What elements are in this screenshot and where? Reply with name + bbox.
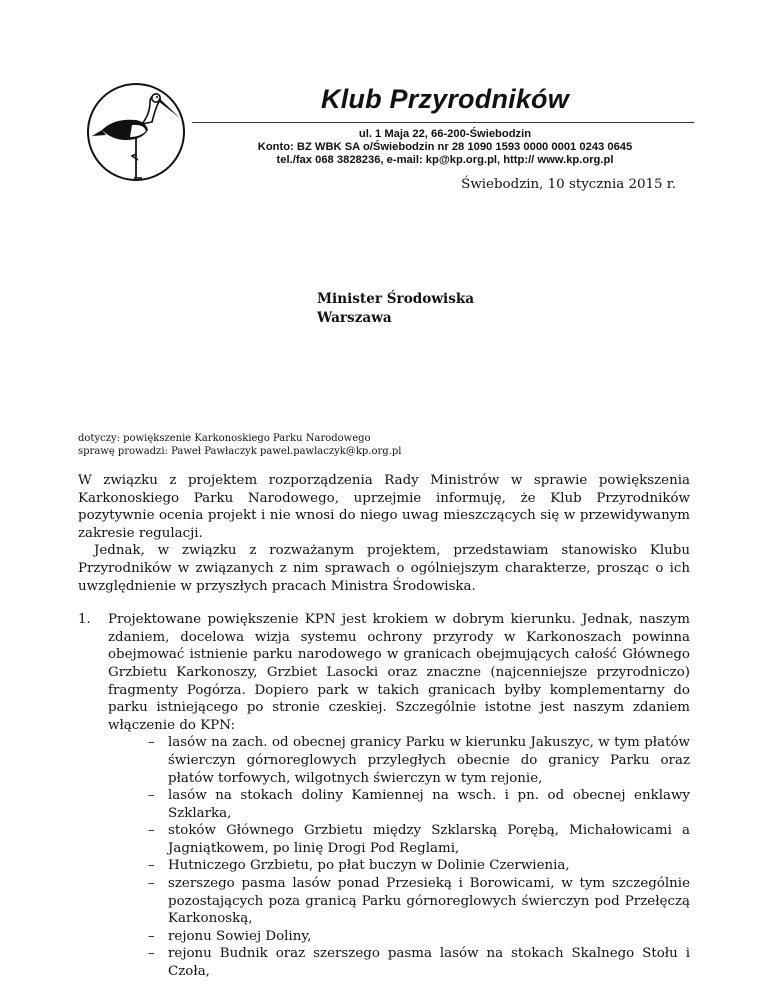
addressee: [317, 290, 474, 328]
list-item-text: lasów na stokach doliny Kamiennej na wsch. i pn. od obecnej enklawy Szklarka,: [168, 788, 690, 821]
list-item: [148, 928, 690, 946]
addressee-line-2: Warszawa: [317, 310, 392, 326]
item-text: Projektowane powiększenie KPN jest krokiem w dobrym kierunku. Jednak, naszym zdaniem, docelowa wizja systemu ochrony przyrody w Karkonoszach powinna obejmować istnienie parku narodowego w granicach obejmujących całość Głównego Grzbietu Karkonoszy, Grzbiet Lasocki oraz znaczne (najcenniejsze przyrodniczo) fragmenty Pogórza. Dopiero park w takich granicach byłby komplementarny do parku istniejącego po stronie czeskiej. Szczególnie istotne jest naszym zdaniem włączenie do KPN:: [108, 612, 690, 733]
list-item: [148, 945, 690, 980]
list-item-text: Hutniczego Grzbietu, po płat buczyn w Dolinie Czerwienia,: [168, 858, 570, 874]
numbered-item-1: [78, 611, 690, 980]
dash-bullet: –: [148, 876, 155, 892]
dash-bullet: –: [148, 823, 155, 839]
list-item-text: lasów na zach. od obecnej granicy Parku w kierunku Jakuszyc, w tym płatów świerczyn górnoreglowych przyległych obecnie do granicy Parku oraz płatów torfowych, wilgotnych świerczyn w tym rejonie,: [168, 735, 690, 786]
item-number: 1.: [78, 612, 91, 628]
letter-date: Świebodzin, 10 stycznia 2015 r.: [461, 177, 676, 192]
list-item-text: szerszego pasma lasów ponad Przesieką i Borowicami, w tym szczególnie pozostających poza granicą Parku górnoreglowych świerczyn pod Przełęczą Karkonoską,: [168, 876, 690, 927]
numbered-list: [78, 611, 690, 980]
addressee-line-1: Minister Środowiska: [317, 291, 475, 307]
letter-body: [78, 472, 690, 981]
dash-bullet: –: [148, 788, 155, 804]
dash-bullet: –: [148, 928, 155, 944]
stork-logo: [84, 80, 192, 188]
paragraph-2: Jednak, w związku z rozważanym projektem, przedstawiam stanowisko Klubu Przyrodników w związanych z nim sprawach o ogólniejszym charakterze, prosząc o ich uwzględnienie w przyszłych pracach Ministra Środowiska.: [78, 543, 690, 594]
list-item: [148, 787, 690, 822]
list-item: [148, 857, 690, 875]
letter-meta: [78, 432, 401, 458]
list-item-text: rejonu Budnik oraz szerszego pasma lasów na stokach Skalnego Stołu i Czoła,: [168, 946, 690, 980]
list-item-text: stoków Głównego Grzbietu między Szklarską Porębą, Michałowicami a Jagniątkowem, po linię Drogi Pod Reglami,: [168, 823, 690, 856]
club-name: Klub Przyrodników: [321, 84, 569, 114]
list-item: [148, 875, 690, 928]
list-item: [148, 734, 690, 787]
subject-line: dotyczy: powiększenie Karkonoskiego Parku Narodowego: [78, 433, 371, 444]
header-address: ul. 1 Maja 22, 66-200-Świebodzin: [358, 128, 532, 140]
dash-bullet: –: [148, 735, 155, 751]
header-contact: tel./fax 068 3828236, e-mail: kp@kp.org.pl, http:// www.kp.org.pl: [276, 154, 614, 166]
list-item: [148, 822, 690, 857]
paragraph-1: W związku z projektem rozporządzenia Rady Ministrów w sprawie powiększenia Karkonoskiego Parku Narodowego, uprzejmie informuję, że Klub Przyrodników pozytywnie ocenia projekt i nie wnosi do niego uwag mieszczących się w przewidywanym zakresie regulacji.: [78, 473, 690, 541]
handler-line: sprawę prowadzi: Paweł Pawłaczyk pawel.pawlaczyk@kp.org.pl: [78, 446, 402, 457]
dash-bullet: –: [148, 946, 155, 962]
dash-bullet: –: [148, 858, 155, 874]
dash-list: [108, 734, 690, 980]
header-account: Konto: BZ WBK SA o/Świebodzin nr 28 1090 1593 0000 0001 0243 0645: [257, 141, 633, 153]
list-item-text: rejonu Sowiej Doliny,: [168, 928, 312, 944]
header-rule: [192, 122, 694, 123]
